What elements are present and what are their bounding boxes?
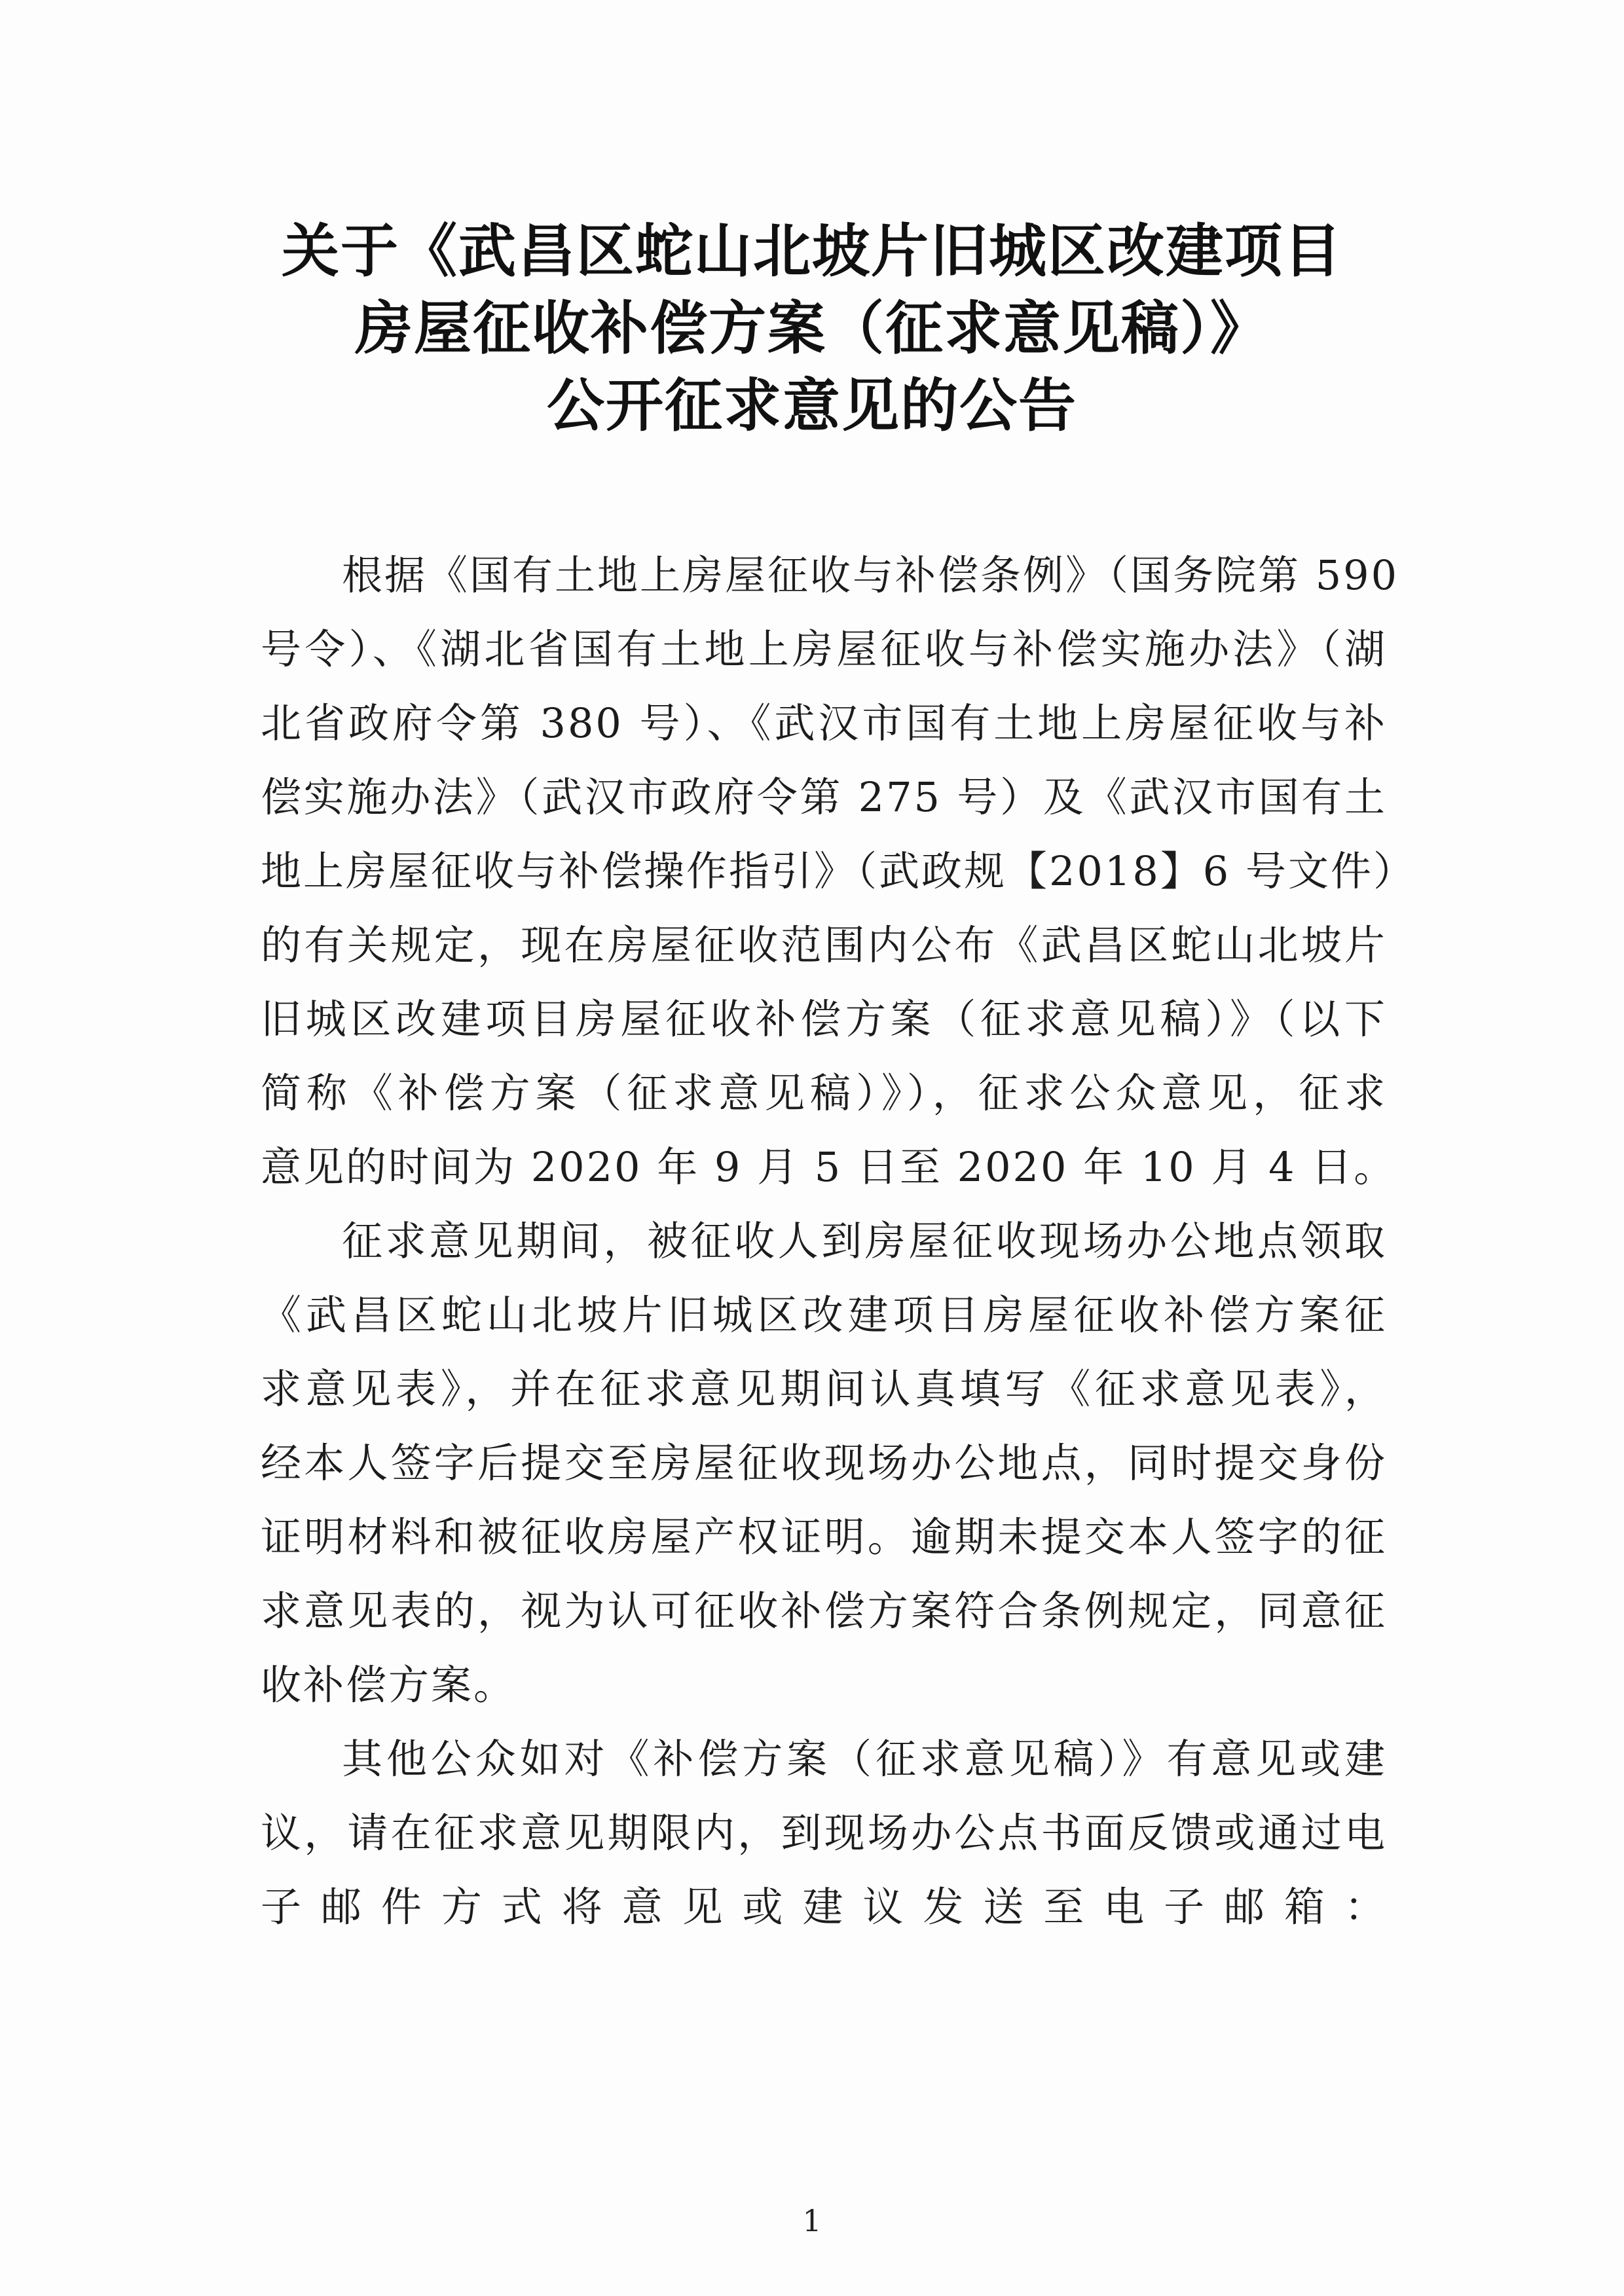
paragraph-line: 号令）、《湖北省国有土地上房屋征收与补偿实施办法》（湖 (261, 625, 1387, 673)
paragraph-line: 旧城区改建项目房屋征收补偿方案（征求意见稿）》（以下 (261, 995, 1387, 1043)
title-line: 关于《武昌区蛇山北坡片旧城区改建项目 (281, 217, 1342, 285)
paragraph-line: 证明材料和被征收房屋产权证明。逾期未提交本人签字的征 (261, 1513, 1387, 1561)
paragraph-line: 其他公众如对《补偿方案（征求意见稿）》有意见或建 (342, 1735, 1387, 1783)
page-number: 1 (802, 2203, 822, 2238)
paragraph-line: 的有关规定，现在房屋征收范围内公布《武昌区蛇山北坡片 (261, 921, 1387, 969)
paragraph-line: 意见的时间为 2020 年 9 月 5 日至 2020 年 10 月 4 日。 (261, 1143, 1397, 1191)
paragraph-line: 求意见表》，并在征求意见期间认真填写《征求意见表》， (261, 1365, 1387, 1413)
title-line: 公开征求意见的公告 (546, 372, 1077, 439)
paragraph-line: 议，请在征求意见期限内，到现场办公点书面反馈或通过电 (261, 1809, 1387, 1857)
paragraph-line: 收补偿方案。 (261, 1661, 517, 1709)
paragraph-line: 经本人签字后提交至房屋征收现场办公地点，同时提交身份 (261, 1439, 1387, 1487)
document-body (261, 538, 1416, 1944)
paragraph-line: 根据《国有土地上房屋征收与补偿条例》（国务院第 590 (342, 551, 1399, 599)
paragraph-line: 求意见表的，视为认可征收补偿方案符合条例规定，同意征 (261, 1587, 1387, 1635)
paragraph-line: 偿实施办法》（武汉市政府令第 275 号）及《武汉市国有土 (261, 773, 1387, 821)
document-title (196, 213, 1428, 445)
paragraph-line: 《武昌区蛇山北坡片旧城区改建项目房屋征收补偿方案征 (261, 1291, 1387, 1339)
title-line: 房屋征收补偿方案（征求意见稿）》 (354, 295, 1269, 362)
paragraph-line: 北省政府令第 380 号）、《武汉市国有土地上房屋征收与补 (261, 699, 1387, 747)
paragraph-line: 子邮件方式将意见或建议发送至电子邮箱： (261, 1883, 1387, 1931)
paragraph-line: 征求意见期间，被征收人到房屋征收现场办公地点领取 (342, 1217, 1387, 1265)
paragraph-line: 地上房屋征收与补偿操作指引》（武政规【2018】6 号文件） (261, 847, 1416, 895)
paragraph-line: 简称《补偿方案（征求意见稿）》），征求公众意见，征求 (261, 1069, 1387, 1117)
